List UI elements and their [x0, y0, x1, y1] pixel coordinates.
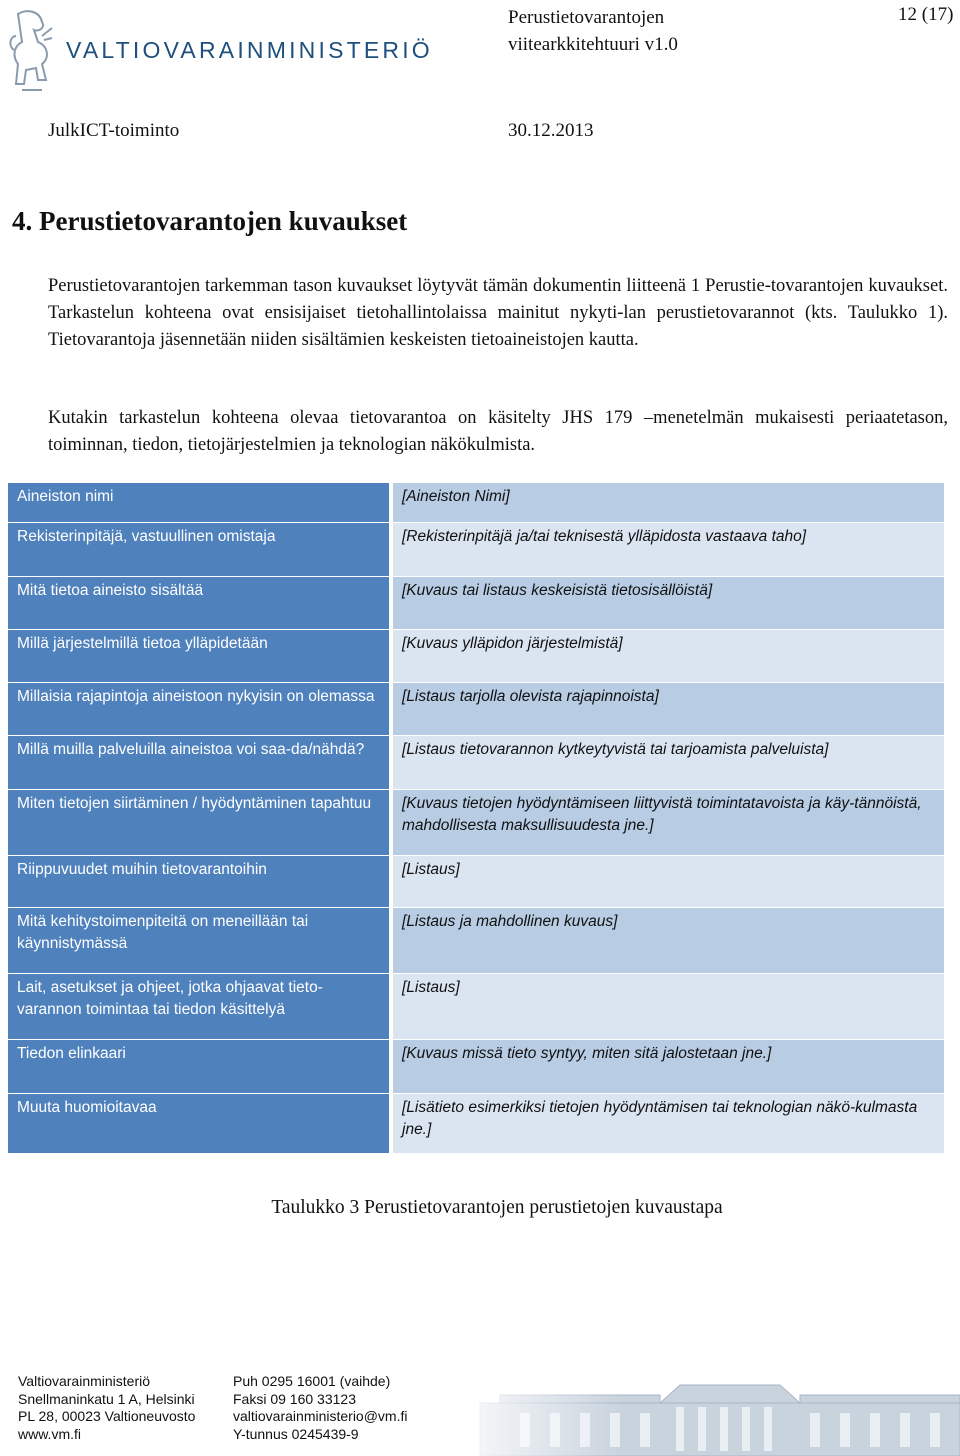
footer-address [18, 1373, 195, 1443]
table-caption: Taulukko 3 Perustietovarantojen perustietojen kuvaustapa [271, 1197, 723, 1218]
row-label: Tiedon elinkaari [8, 1040, 389, 1094]
footer-ministry-name: Valtiovarainministeriö [18, 1373, 151, 1389]
table-row [8, 683, 944, 736]
row-value: [Listaus tarjolla olevista rajapinnoista] [393, 683, 944, 736]
table-row [8, 577, 944, 630]
row-value: [Listaus tietovarannon kytkeytyvistä tai tarjoamista palveluista] [393, 736, 944, 790]
ministry-name: VALTIOVARAINMINISTERIÖ [66, 37, 433, 63]
description-template-table [4, 483, 948, 1154]
table-row [8, 736, 944, 790]
table-row [8, 856, 944, 908]
footer-contact [233, 1373, 407, 1443]
ministry-lion-logo [8, 6, 54, 96]
row-label: Riippuvuudet muihin tietovarantoihin [8, 856, 389, 908]
table-row [8, 523, 944, 577]
table-row [8, 1040, 944, 1094]
footer-fax: Faksi 09 160 33123 [233, 1390, 356, 1407]
row-label: Miten tietojen siirtäminen / hyödyntäminen tapahtuu [8, 790, 389, 856]
row-label: Millaisia rajapintoja aineistoon nykyisin on olemassa [8, 683, 389, 736]
row-label: Lait, asetukset ja ohjeet, jotka ohjaavat tieto-varannon toimintaa tai tiedon käsittelyä [8, 974, 389, 1040]
row-label: Mitä kehitystoimenpiteitä on meneillään tai käynnistymässä [8, 908, 389, 974]
footer-postal-address: PL 28, 00023 Valtioneuvosto [18, 1408, 196, 1424]
row-label: Rekisterinpitäjä, vastuullinen omistaja [8, 523, 389, 577]
government-building-illustration [440, 1365, 960, 1456]
document-title-line-2: viitearkkitehtuuri v1.0 [508, 34, 678, 55]
table-row [8, 908, 944, 974]
document-title [508, 4, 678, 58]
table-row [8, 483, 944, 523]
document-title-line-1: Perustietovarantojen [508, 7, 665, 28]
footer-email-link[interactable]: valtiovarainministerio@vm.fi [233, 1408, 408, 1424]
table-row [8, 1094, 944, 1154]
organization-unit: JulkICT-toiminto [48, 120, 180, 141]
row-label: Millä muilla palveluilla aineistoa voi saa-da/nähdä? [8, 736, 389, 790]
row-value: [Listaus ja mahdollinen kuvaus] [393, 908, 944, 974]
table-row [8, 790, 944, 856]
row-label: Mitä tietoa aineisto sisältää [8, 577, 389, 630]
row-label: Aineiston nimi [8, 483, 389, 523]
row-label: Muuta huomioitavaa [8, 1094, 389, 1154]
section-heading: 4. Perustietovarantojen kuvaukset [12, 206, 408, 236]
row-value: [Listaus] [393, 974, 944, 1040]
row-value: [Listaus] [393, 856, 944, 908]
row-value: [Kuvaus ylläpidon järjestelmistä] [393, 630, 944, 683]
intro-paragraph: Perustietovarantojen tarkemman tason kuvaukset löytyvät tämän dokumentin liitteenä 1 Perustie-tovarantojen kuvaukset. Tarkastelun kohteena ovat ensisijaiset tietohallintolaissa mainitut nykyti-lan perustietovarannot (kts. Taulukko 1). Tietovarantoja jäsennetään niiden sisältämien keskeisten tietoaineistojen kautta. [48, 276, 948, 350]
row-value: [Kuvaus tietojen hyödyntämiseen liittyvistä toimintatavoista ja käy-tännöistä, mahdollisesta maksullisuudesta jne.] [393, 790, 944, 856]
row-value: [Rekisterinpitäjä ja/tai teknisestä ylläpidosta vastaava taho] [393, 523, 944, 577]
row-value: [Lisätieto esimerkiksi tietojen hyödyntämisen tai teknologian näkö-kulmasta jne.] [393, 1094, 944, 1154]
footer-website-link[interactable]: www.vm.fi [18, 1425, 81, 1442]
row-value: [Kuvaus missä tieto syntyy, miten sitä jalostetaan jne.] [393, 1040, 944, 1094]
footer-street-address: Snellmaninkatu 1 A, Helsinki [18, 1390, 195, 1407]
document-date: 30.12.2013 [508, 120, 594, 141]
row-value: [Kuvaus tai listaus keskeisistä tietosisällöistä] [393, 577, 944, 630]
footer-phone: Puh 0295 16001 (vaihde) [233, 1373, 391, 1389]
table-row [8, 974, 944, 1040]
method-paragraph: Kutakin tarkastelun kohteena olevaa tietovarantoa on käsitelty JHS 179 –menetelmän mukaisesti periaatetason, toiminnan, tiedon, tietojärjestelmien ja teknologian näkökulmista. [48, 408, 948, 455]
row-value: [Aineiston Nimi] [393, 483, 944, 523]
table-row [8, 630, 944, 683]
row-label: Millä järjestelmillä tietoa ylläpidetään [8, 630, 389, 683]
footer-business-id: Y-tunnus 0245439-9 [233, 1425, 359, 1442]
page-number: 12 (17) [898, 4, 954, 25]
